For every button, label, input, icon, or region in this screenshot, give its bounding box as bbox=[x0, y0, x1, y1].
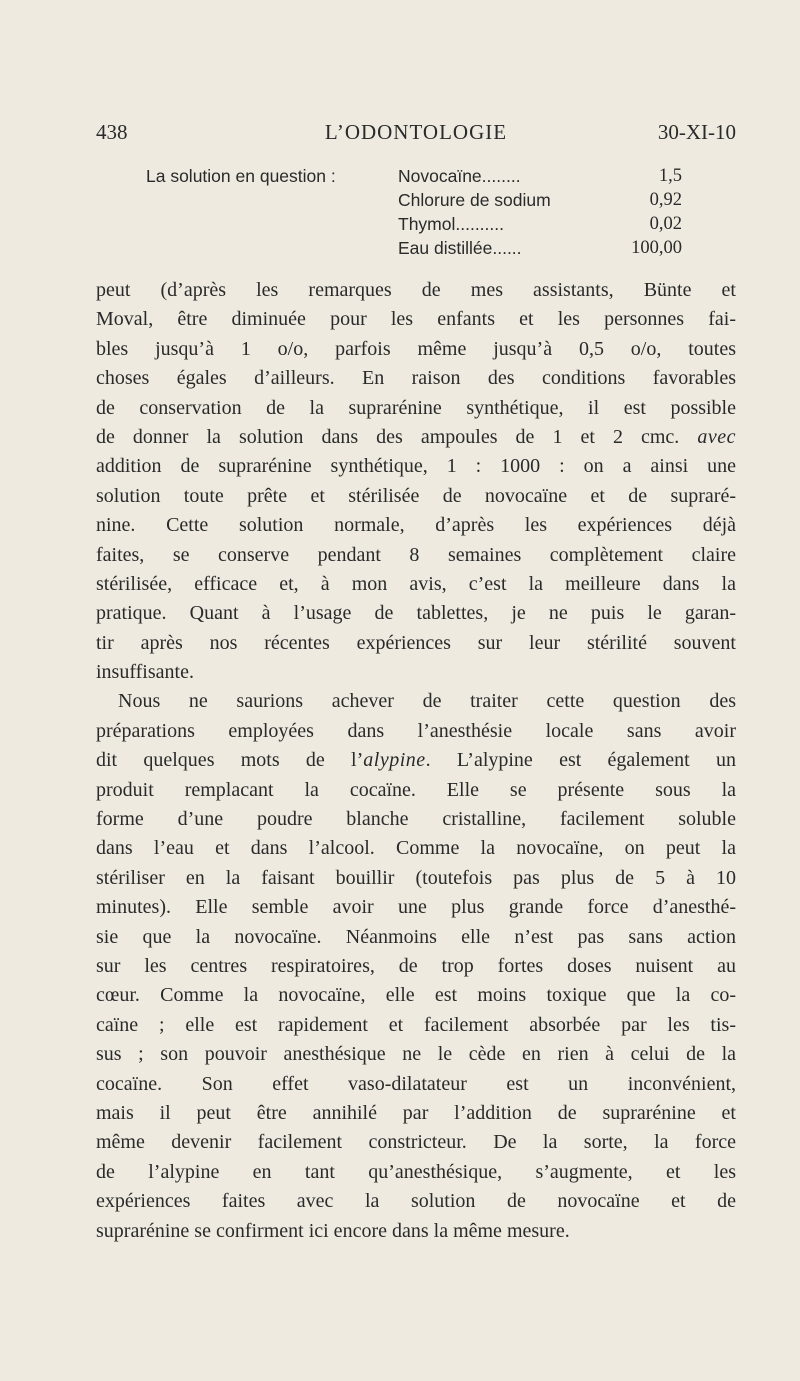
text-line: sus ; son pouvoir anesthésique ne le cède en rien à celui de la bbox=[96, 1043, 736, 1066]
text-line: stérilisée, efficace et, à mon avis, c’est la meilleure dans la bbox=[96, 572, 736, 595]
text-line: caïne ; elle est rapidement et facilement absorbée par les tis- bbox=[96, 1013, 736, 1036]
paragraph bbox=[96, 687, 736, 1245]
text-line: choses égales d’ailleurs. En raison des conditions favorables bbox=[96, 367, 736, 390]
issue-date: 30-XI-10 bbox=[657, 120, 736, 144]
text-fragment: dit quelques mots de l’ bbox=[96, 749, 364, 772]
text-line: Moval, être diminuée pour les enfants et les personnes fai- bbox=[96, 308, 736, 331]
formula-row bbox=[398, 166, 682, 191]
text-line: suprarénine se confirment ici encore dans la même mesure. bbox=[96, 1219, 570, 1242]
formula-quantity: 1,5 bbox=[658, 166, 682, 186]
text-line: de l’alypine en tant qu’anesthésique, s’augmente, et les bbox=[96, 1160, 736, 1183]
text-line: faites, se conserve pendant 8 semaines complètement claire bbox=[96, 543, 736, 566]
text-line: mais il peut être annihilé par l’addition de suprarénine et bbox=[96, 1101, 736, 1124]
text-line: Nous ne saurions achever de traiter cette question des bbox=[118, 690, 736, 713]
text-line: préparations employées dans l’anesthésie locale sans avoir bbox=[96, 719, 736, 742]
text-line: forme d’une poudre blanche cristalline, facilement soluble bbox=[96, 808, 736, 831]
formula-quantity: 0,92 bbox=[649, 190, 682, 210]
text-line: pratique. Quant à l’usage de tablettes, je ne puis le garan- bbox=[96, 602, 736, 625]
text-segment: de donner la solution dans des ampoules de 1 et 2 cmc. bbox=[96, 425, 680, 448]
text-line: solution toute prête et stérilisée de novocaïne et de supraré- bbox=[96, 484, 736, 507]
formula-ingredient: Eau distillée...... bbox=[398, 238, 522, 258]
text-line: nine. Cette solution normale, d’après les expériences déjà bbox=[96, 514, 736, 537]
formula-row bbox=[398, 214, 682, 239]
text-line: cœur. Comme la novocaïne, elle est moins toxique que la co- bbox=[96, 984, 736, 1007]
text-line bbox=[96, 746, 736, 775]
text-line: insuffisante. bbox=[96, 661, 194, 684]
emphasis: alypine bbox=[363, 749, 426, 772]
text-line: expériences faites avec la solution de novocaïne et de bbox=[96, 1190, 736, 1213]
text-line: de conservation de la suprarénine synthétique, il est possible bbox=[96, 396, 736, 419]
text-line: stériliser en la faisant bouillir (toutefois pas plus de 5 à 10 bbox=[96, 866, 736, 889]
formula-ingredient: Chlorure de sodium bbox=[398, 190, 551, 210]
running-title: L’ODONTOLOGIE bbox=[324, 120, 508, 144]
formula-ingredient: Thymol.......... bbox=[398, 214, 504, 234]
text-segment bbox=[96, 749, 736, 771]
formula-quantity: 0,02 bbox=[649, 214, 682, 234]
text-line: tir après nos récentes expériences sur leur stérilité souvent bbox=[96, 631, 736, 654]
text-fragment: . L’alypine est également un bbox=[425, 749, 736, 772]
formula-ingredient: Novocaïne........ bbox=[398, 166, 521, 186]
text-line: même devenir facilement constricteur. De la sorte, la force bbox=[96, 1131, 736, 1154]
formula-quantity: 100,00 bbox=[631, 238, 682, 258]
text-line: bles jusqu’à 1 o/o, parfois même jusqu’à 0,5 o/o, toutes bbox=[96, 337, 736, 360]
text-line: produit remplacant la cocaïne. Elle se présente sous la bbox=[96, 778, 736, 801]
text-line: cocaïne. Son effet vaso-dilatateur est un inconvénient, bbox=[96, 1072, 736, 1095]
text-line: addition de suprarénine synthétique, 1 : 1000 : on a ainsi une bbox=[96, 455, 736, 478]
page-number: 438 bbox=[96, 120, 128, 144]
text-line: peut (d’après les remarques de mes assistants, Bünte et bbox=[96, 279, 736, 301]
text-line bbox=[96, 423, 736, 452]
body-text bbox=[96, 276, 736, 1246]
text-line: dans l’eau et dans l’alcool. Comme la novocaïne, on peut la bbox=[96, 837, 736, 860]
page-header bbox=[96, 120, 736, 150]
formula-row bbox=[398, 190, 682, 215]
formula-row bbox=[398, 238, 682, 263]
text-line: sur les centres respiratoires, de trop fortes doses nuisent au bbox=[96, 954, 736, 977]
formula-intro: La solution en question : bbox=[146, 166, 336, 186]
text-line: sie que la novocaïne. Néanmoins elle n’est pas sans action bbox=[96, 925, 736, 948]
paragraph bbox=[96, 276, 736, 687]
text-line: minutes). Elle semble avoir une plus grande force d’anesthé- bbox=[96, 896, 736, 919]
emphasis: avec bbox=[697, 425, 736, 448]
